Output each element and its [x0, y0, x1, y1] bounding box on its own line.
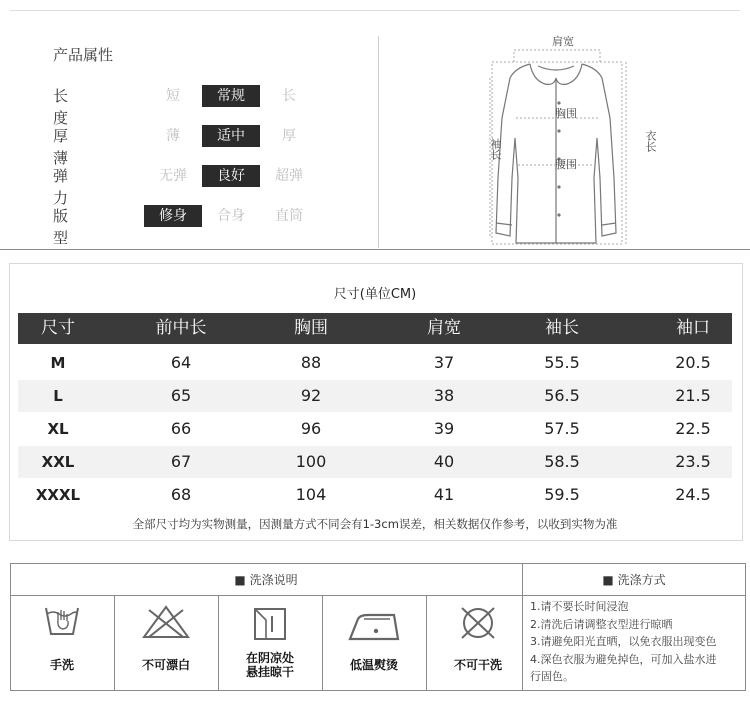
size-table-header: 肩宽: [427, 318, 461, 338]
hand-wash-icon: [10, 602, 114, 642]
attribute-label: 版型: [53, 207, 88, 247]
size-table-header: 袖长: [545, 318, 579, 338]
size-table-size-cell: XXXL: [35, 486, 81, 504]
size-table-cell: 55.5: [544, 353, 580, 372]
no-dry-clean-icon: [426, 604, 530, 646]
care-instruction-line: 3.请避免阳光直晒，以免衣服出现变色: [530, 635, 717, 648]
attribute-row: [0, 205, 380, 247]
size-table-header: 前中长: [155, 318, 207, 338]
size-table-cell: 64: [170, 353, 192, 372]
care-label: 低温熨烫: [349, 658, 398, 672]
size-table-size-cell: XL: [47, 420, 69, 438]
waist-label: 腰围: [555, 158, 577, 171]
low-iron-icon: [322, 609, 426, 649]
attribute-label: 弹力: [53, 167, 88, 207]
size-table-cell: 21.5: [675, 386, 711, 405]
attribute-option-selected: 修身: [144, 205, 202, 227]
shade-dry-icon: [218, 606, 322, 646]
size-table-cell: 39: [433, 419, 455, 438]
care-header-divider: [10, 595, 746, 596]
size-table-cell: 96: [300, 419, 322, 438]
size-table-cell: 57.5: [544, 419, 580, 438]
attributes-title: 产品属性: [53, 46, 114, 64]
attribute-option-selected: 适中: [202, 125, 260, 147]
size-table-cell: 67: [170, 452, 192, 471]
size-table-cell: 88: [300, 353, 322, 372]
size-table-cell: 58.5: [544, 452, 580, 471]
shoulder-label: 肩宽: [552, 35, 574, 48]
care-label: 手洗: [49, 658, 74, 672]
attribute-row: [0, 165, 380, 207]
length-label: [643, 130, 655, 152]
size-table-cell: 92: [300, 386, 322, 405]
top-divider: [10, 10, 740, 11]
size-table-cell: 22.5: [675, 419, 711, 438]
care-label: 在阴凉处 悬挂晾干: [245, 651, 294, 679]
care-header-left: ■ 洗涤说明: [234, 573, 298, 587]
size-table-cell: 37: [433, 353, 455, 372]
no-bleach-icon: [114, 604, 218, 644]
attribute-option: 无弹: [159, 168, 187, 184]
size-table-cell: 68: [170, 485, 192, 504]
attribute-option: 合身: [217, 208, 245, 224]
size-table-header: 袖口: [676, 318, 710, 338]
size-table-cell: 23.5: [675, 452, 711, 471]
size-table-title: 尺寸(单位CM): [333, 287, 417, 302]
size-table-size-cell: M: [50, 354, 66, 372]
size-table-cell: 41: [433, 485, 455, 504]
size-table-cell: 20.5: [675, 353, 711, 372]
size-table-size-cell: L: [53, 387, 63, 405]
size-table-cell: 59.5: [544, 485, 580, 504]
sleeve-label: [488, 138, 500, 160]
size-table-header: 胸围: [294, 318, 328, 338]
size-table-cell: 100: [295, 452, 327, 471]
size-table-cell: 104: [295, 485, 327, 504]
care-label: 不可干洗: [453, 658, 502, 672]
size-table-cell: 24.5: [675, 485, 711, 504]
care-label: 不可漂白: [141, 658, 190, 672]
attribute-option: 直筒: [275, 208, 303, 224]
attribute-row: [0, 125, 380, 167]
size-table-cell: 38: [433, 386, 455, 405]
care-instruction-line: 2.清洗后请调整衣型进行晾晒: [530, 617, 673, 631]
length-label-text: 衣长: [644, 130, 657, 152]
chest-label: 胸围: [555, 107, 577, 120]
size-table-size-cell: XXL: [41, 453, 75, 471]
attribute-label: 厚薄: [53, 127, 88, 167]
care-header-right: ■ 洗涤方式: [602, 573, 666, 587]
size-table-cell: 65: [170, 386, 192, 405]
size-table-cell: 56.5: [544, 386, 580, 405]
care-instruction-line: 1.请不要长时间浸泡: [530, 600, 629, 613]
attribute-row: [0, 85, 380, 127]
attribute-option: 长: [282, 88, 296, 104]
size-table-cell: 40: [433, 452, 455, 471]
attribute-option-selected: 良好: [202, 165, 260, 187]
size-table-cell: 66: [170, 419, 192, 438]
sleeve-label-text: 袖长: [489, 138, 502, 160]
attribute-option: 超弹: [275, 168, 303, 184]
care-instruction-line: 4.深色衣服为避免掉色，可加入盐水进: [530, 652, 717, 666]
attribute-label: 长度: [53, 87, 88, 127]
attribute-option: 短: [166, 88, 180, 104]
size-note: 全部尺寸均为实物测量，因测量方式不同会有1-3cm误差，相关数据仅作参考，以收到实物为准: [132, 517, 618, 531]
attribute-option: 厚: [282, 128, 296, 144]
size-table-header: 尺寸: [41, 318, 75, 338]
care-instruction-line: 行固色。: [530, 670, 574, 683]
attribute-option: 薄: [166, 128, 180, 144]
attribute-option-selected: 常规: [202, 85, 260, 107]
